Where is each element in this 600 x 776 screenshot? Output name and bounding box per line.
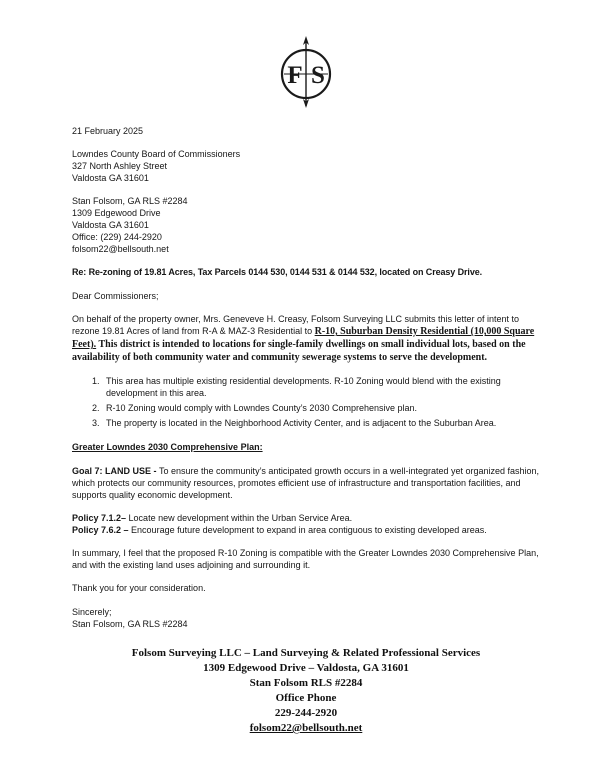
address-line: Lowndes County Board of Commissioners: [72, 149, 241, 159]
salutation: Dear Commissioners;: [72, 291, 159, 301]
logo-letter-s: S: [311, 62, 325, 89]
sender-line: Office: (229) 244-2920: [72, 232, 162, 242]
logo-letter-f: F: [287, 62, 303, 89]
subject-line: Re: Re-zoning of 19.81 Acres, Tax Parcels 0144 530, 0144 531 & 0144 532, located on Creasy Drive.: [72, 267, 483, 277]
letter-footer: [72, 646, 540, 736]
plan-heading: Greater Lowndes 2030 Comprehensive Plan:: [72, 442, 263, 452]
policies-block: [72, 512, 540, 536]
footer-email: folsom22@bellsouth.net: [249, 722, 363, 734]
policy-line: [72, 524, 540, 536]
footer-name-line: Stan Folsom RLS #2284: [249, 677, 363, 689]
policy-text: Locate new development within the Urban Service Area.: [126, 513, 353, 523]
footer-office-phone-label: Office Phone: [275, 692, 337, 704]
sender-line: Valdosta GA 31601: [72, 220, 149, 230]
thanks-line: Thank you for your consideration.: [72, 583, 206, 593]
sender-address: [72, 195, 540, 255]
goal-label: Goal 7: LAND USE -: [72, 466, 160, 476]
list-item: 2. R-10 Zoning would comply with Lowndes County’s 2030 Comprehensive plan.: [102, 402, 540, 414]
intro-paragraph: [72, 313, 540, 364]
zoning-designation: R-10, Suburban Density Residential (10,000 Square Feet).: [72, 326, 535, 350]
list-item: 3. The property is located in the Neighborhood Activity Center, and is adjacent to the Suburban Area.: [102, 417, 540, 429]
sender-line: Stan Folsom, GA RLS #2284: [72, 196, 188, 206]
list-item: 1. This area has multiple existing residential developments. R-10 Zoning would blend with the existing development in this area.: [102, 375, 540, 399]
fs-compass-logo: [275, 36, 337, 108]
closing: Sincerely;: [72, 607, 112, 617]
address-line: Valdosta GA 31601: [72, 173, 149, 183]
summary-paragraph: In summary, I feel that the proposed R-10 Zoning is compatible with the Greater Lowndes 2030 Comprehensive Plan, and with the existing land uses adjoining and surrounding it.: [72, 548, 539, 570]
justification-list: [72, 375, 540, 429]
closing-block: [72, 606, 540, 630]
letter-date: 21 February 2025: [72, 126, 144, 136]
sender-email: folsom22@bellsouth.net: [72, 244, 169, 254]
policy-label: Policy 7.6.2 –: [72, 525, 132, 535]
footer-address-line: 1309 Edgewood Drive – Valdosta, GA 31601: [203, 662, 409, 674]
policy-line: [72, 512, 540, 524]
footer-company-line: Folsom Surveying LLC – Land Surveying & Related Professional Services: [131, 647, 481, 659]
intro-text: On behalf of the property owner, Mrs. Geneveve H. Creasy, Folsom Surveying LLC submits this letter of intent to rezone 19.81 Acres of land from R-A & MAZ-3 Residential to: [72, 314, 520, 336]
footer-phone-number: 229-244-2920: [274, 707, 338, 719]
sender-line: 1309 Edgewood Drive: [72, 208, 161, 218]
goal-text: To ensure the community’s anticipated growth occurs in a well-integrated yet organized fashion, which protects our community resources, promotes efficient use of infrastructure and transportation facilities, and supports quality economic development.: [72, 466, 540, 500]
logo-container: [72, 36, 540, 111]
policy-text: Encourage future development to expand in area contiguous to existing developed areas.: [131, 525, 487, 535]
policy-label: Policy 7.1.2–: [72, 513, 127, 523]
recipient-address: [72, 148, 540, 184]
address-line: 327 North Ashley Street: [72, 161, 168, 171]
signature-name: Stan Folsom, GA RLS #2284: [72, 619, 188, 629]
district-description: This district is intended to locations for single-family dwellings on small individual lots, based on the availability of both community water and community sewerage systems to serve the development.: [72, 339, 526, 363]
goal-paragraph: [72, 465, 540, 501]
